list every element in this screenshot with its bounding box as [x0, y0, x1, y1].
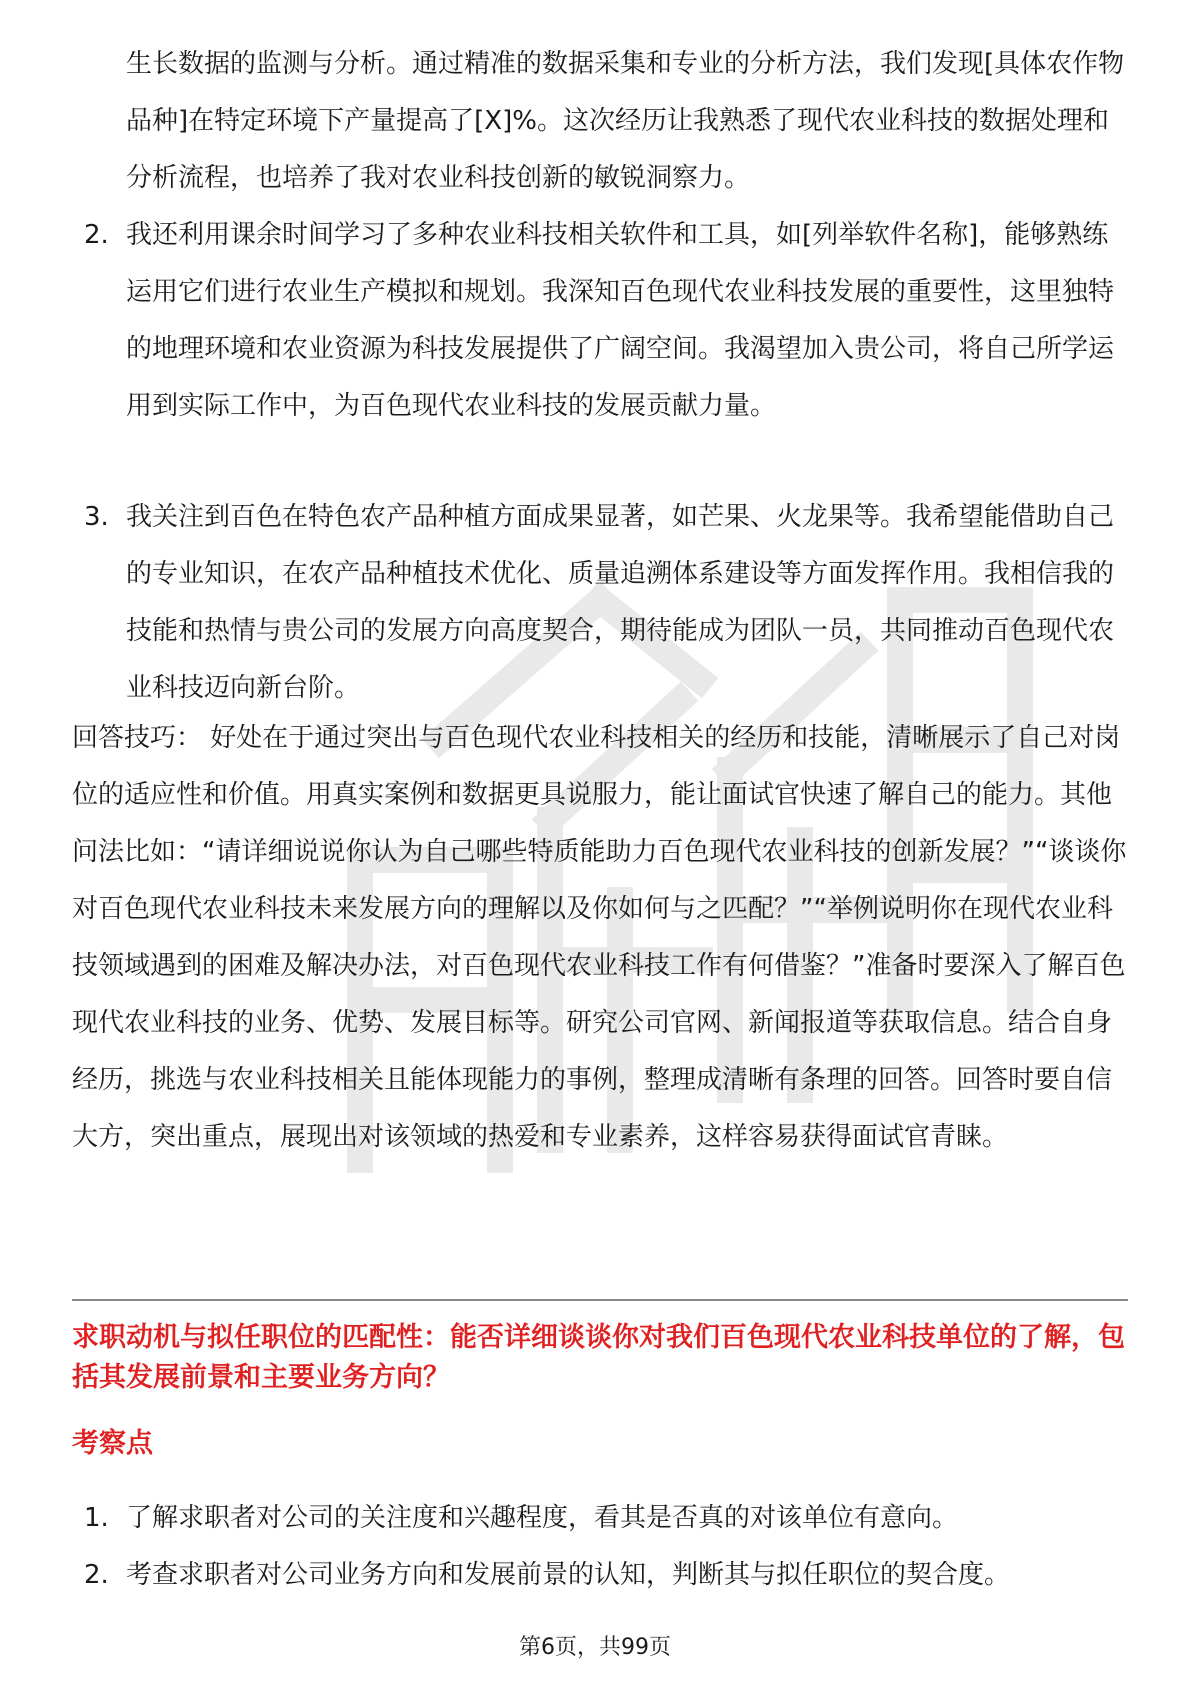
list-text: 我关注到百色在特色农产品种植方面成果显著，如芒果、火龙果等。我希望能借助自己的专业知识，在农产品种植技术优化、质量追溯体系建设等方面发挥作用。我相信我的技能和热情与贵公司的发展方向高度契合，期待能成为团队一员，共同推动百色现代农业科技迈向新台阶。	[126, 502, 1115, 703]
list-number: 1.	[84, 1503, 109, 1533]
answer-tips-paragraph: 回答技巧： 好处在于通过突出与百色现代农业科技相关的经历和技能，清晰展示了自己对岗位的适应性和价值。用真实案例和数据更具说服力，能让面试官快速了解自己的能力。其他问法比如：“请详细说说你认为自己哪些特质能助力百色现代农业科技的创新发展？”“谈谈你对百色现代农业科技未来发展方向的理解以及你如何与之匹配？”“举例说明你在现代农业科技领域遇到的困难及解决办法，对百色现代农业科技工作有何借鉴？”准备时要深入了解百色现代农业科技的业务、优势、发展目标等。研究公司官网、新闻报道等获取信息。结合自身经历，挑选与农业科技相关且能体现能力的事例，整理成清晰有条理的回答。回答时要自信大方，突出重点，展现出对该领域的热爱和专业素养，这样容易获得面试官青睐。	[72, 723, 1127, 1152]
question-heading: 求职动机与拟任职位的匹配性：能否详细谈谈你对我们百色现代农业科技单位的了解，包括其发展前景和主要业务方向？	[72, 1322, 1125, 1393]
assessment-heading: 考察点	[72, 1428, 153, 1459]
list-item	[84, 1490, 1130, 1547]
list-item	[84, 207, 1130, 489]
section-divider	[72, 1299, 1128, 1301]
list-number: 2.	[84, 220, 109, 250]
list-number: 2.	[84, 1560, 109, 1590]
assessment-list	[84, 1490, 1130, 1604]
answer-list	[84, 207, 1130, 717]
page-footer: 第6页，共99页	[519, 1635, 671, 1660]
list-text: 考查求职者对公司业务方向和发展前景的认知，判断其与拟任职位的契合度。	[126, 1560, 1011, 1590]
list-number: 3.	[84, 502, 109, 532]
list-item	[84, 1547, 1130, 1604]
list-item	[84, 489, 1130, 717]
list-text: 了解求职者对公司的关注度和兴趣程度，看其是否真的对该单位有意向。	[126, 1503, 959, 1533]
continuation-paragraph: 生长数据的监测与分析。通过精准的数据采集和专业的分析方法，我们发现[具体农作物品种]在特定环境下产量提高了[X]%。这次经历让我熟悉了现代农业科技的数据处理和分析流程，也培养了我对农业科技创新的敏锐洞察力。	[126, 49, 1125, 193]
list-text: 我还利用课余时间学习了多种农业科技相关软件和工具，如[列举软件名称]，能够熟练运用它们进行农业生产模拟和规划。我深知百色现代农业科技发展的重要性，这里独特的地理环境和农业资源为科技发展提供了广阔空间。我渴望加入贵公司，将自己所学运用到实际工作中，为百色现代农业科技的发展贡献力量。	[126, 220, 1115, 421]
